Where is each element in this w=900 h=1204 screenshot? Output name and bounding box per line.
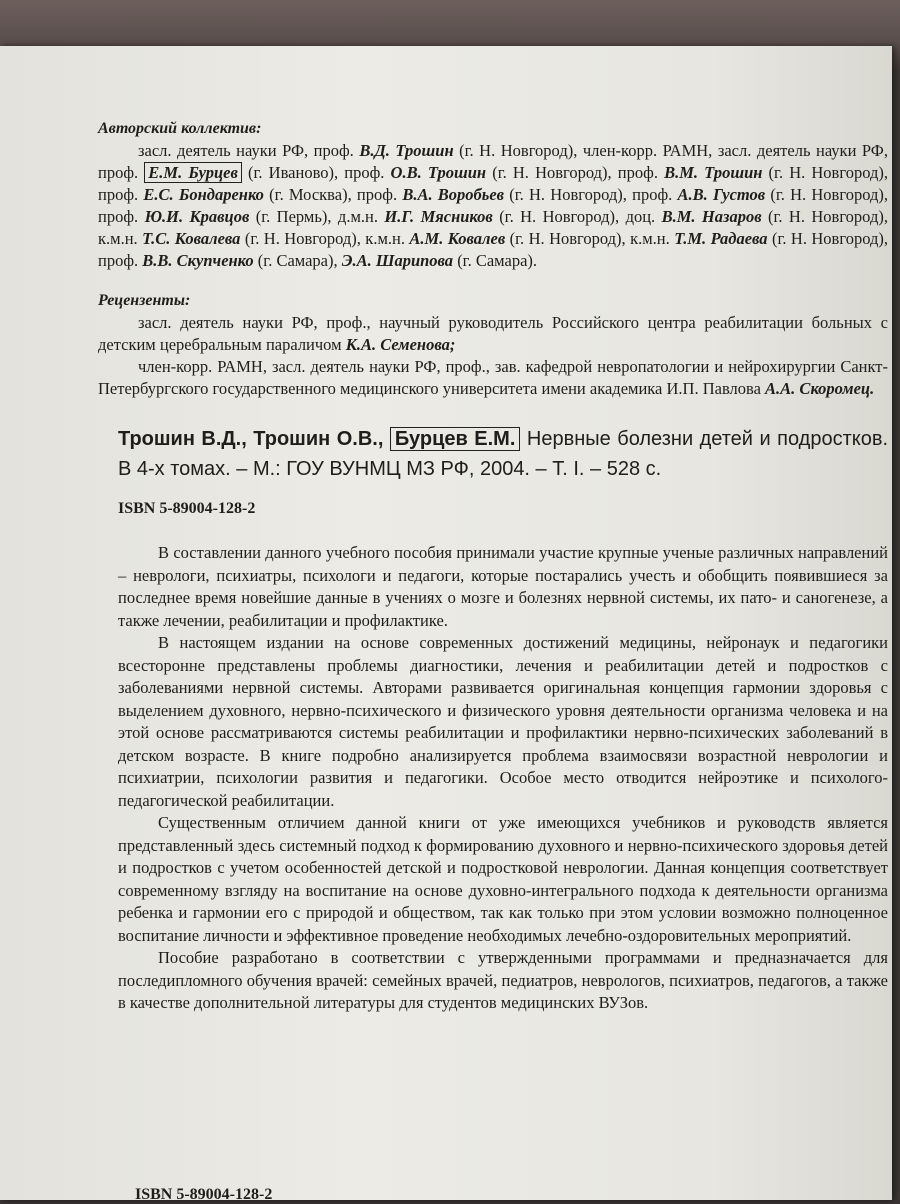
reviewers-heading: Рецензенты: <box>98 292 191 309</box>
authors-text: (г. Н. Новгород), проф. <box>486 163 665 182</box>
isbn: ISBN 5-89004-128-2 <box>118 500 256 517</box>
reviewers-section <box>98 290 888 400</box>
author-name: Т.М. Радаева <box>674 229 768 248</box>
citation-authors: Трошин В.Д., Трошин О.В., <box>118 428 384 450</box>
authors-text: (г. Москва), проф. <box>263 185 403 204</box>
authors-text: (г. Иваново), проф. <box>241 163 391 182</box>
author-name: И.Г. Мясников <box>384 207 493 226</box>
reviewer-2 <box>98 356 888 400</box>
annotation-paragraph: Пособие разработано в соответствии с утвержденными программами и предназначается для последипломного обучения врачей: семейных врачей, педиатров, неврологов, психиатров, педагогов, а также в качестве дополнительной литературы для студентов медицинских ВУЗов. <box>118 948 888 1012</box>
annotation-paragraph: В составлении данного учебного пособия принимали участие крупные ученые различных направлений – неврологи, психиатры, психологи и педагоги, которые постарались учесть и обобщить появившиеся за последнее время новейшие данные в учениях о мозге и болезнях нервной системы, их пато- и саногенезе, а также лечении, реабилитации и профилактике. <box>118 543 888 630</box>
citation-author-boxed: Бурцев Е.М. <box>390 427 521 451</box>
authors-text: (г. Пермь), д.м.н. <box>249 207 385 226</box>
authors-text: (г. Н. Новгород), проф. <box>504 185 678 204</box>
author-name: В.В. Скупченко <box>142 251 254 270</box>
citation-title: Нервные болезни детей и подростков. В 4-х томах. – М.: ГОУ ВУНМЦ МЗ РФ, 2004. – Т. I. – 528 с. <box>118 428 889 480</box>
bottom-isbn: ISBN 5-89004-128-2 <box>135 1186 273 1203</box>
author-name: О.В. Трошин <box>390 163 487 182</box>
authors-text: (г. Самара), <box>253 251 342 270</box>
authors-section <box>98 118 888 272</box>
author-name: Ю.И. Кравцов <box>144 207 250 226</box>
author-name: А.М. Ковалев <box>409 229 506 248</box>
reviewer-1 <box>98 312 888 356</box>
authors-text: (г. Н. Новгород), член-корр. РАМН, засл. деятель науки РФ, проф. <box>98 141 888 182</box>
authors-text: (г. Н. Новгород), доц. <box>492 207 662 226</box>
authors-text: (г. Н. Новгород), проф. <box>98 185 888 226</box>
author-name-boxed: Е.М. Бурцев <box>144 162 242 183</box>
author-name: А.В. Густов <box>677 185 766 204</box>
reviewer-name: К.А. Семенова; <box>345 335 456 354</box>
annotation-paragraph: В настоящем издании на основе современных достижений медицины, нейронаук и педагогики всесторонне представлены проблемы диагностики, лечения и реабилитации детей и подростков с заболеваниями нервной системы. Авторами развивается оригинальная концепция гармонии здоровья с выделением духовного, нервно-психического и физического уровня деятельности организма человека и на этой основе рассматриваются системы реабилитации и профилактики нервно-психических заболеваний в детском возрасте. В книге подробно анализируется проблема взаимосвязи возрастной неврологии и психиатрии, психологии развития и педагогики. Особое место отводится нейроэтике и психолого-педагогической реабилитации. <box>118 633 888 810</box>
reviewer-text: член-корр. РАМН, засл. деятель науки РФ, проф., зав. кафедрой невропатологии и нейрохирургии Санкт-Петербургского государственного медицинского университета имени академика И.П. Павлова <box>98 357 888 398</box>
authors-text: (г. Н. Новгород), к.м.н. <box>98 207 888 248</box>
authors-heading: Авторский коллектив: <box>98 120 262 137</box>
authors-text: (г. Н. Новгород), к.м.н. <box>505 229 675 248</box>
annotation <box>118 542 888 1015</box>
author-name: В.А. Воробьев <box>402 185 505 204</box>
author-name: В.М. Назаров <box>661 207 762 226</box>
authors-text: засл. деятель науки РФ, проф. <box>138 141 360 160</box>
authors-text: (г. Н. Новгород), проф. <box>98 229 888 270</box>
authors-text: (г. Н. Новгород), к.м.н. <box>240 229 410 248</box>
author-name: В.Д. Трошин <box>359 141 454 160</box>
authors-text: (г. Самара). <box>453 251 538 270</box>
reviewer-name: А.А. Скоромец. <box>765 379 875 398</box>
page-content <box>98 118 888 1015</box>
annotation-paragraph: Существенным отличием данной книги от уже имеющихся учебников и руководств является представленный здесь системный подход к формированию духовного и нервно-психического здоровья детей и подростков с учетом особенностей детской и подростковой неврологии. Данная концепция соответствует современному взгляду на воспитание на основе духовно-интегрального подхода к деятельности организма ребенка и гармонии его с природой и обществом, так как только при этом условии возможно полноценное воспитание личности и эффективное проведение необходимых лечебно-оздоровительных мероприятий. <box>118 813 888 945</box>
reviewer-text: засл. деятель науки РФ, проф., научный руководитель Российского центра реабилитации больных с детским церебральным параличом <box>98 313 888 354</box>
authors-text: (г. Н. Новгород), проф. <box>98 163 888 204</box>
author-name: В.М. Трошин <box>664 163 763 182</box>
author-name: Э.А. Шарипова <box>341 251 454 270</box>
author-name: Е.С. Бондаренко <box>143 185 264 204</box>
author-name: Т.С. Ковалева <box>142 229 241 248</box>
bibliographic-citation <box>118 424 888 484</box>
authors-list <box>98 140 888 272</box>
